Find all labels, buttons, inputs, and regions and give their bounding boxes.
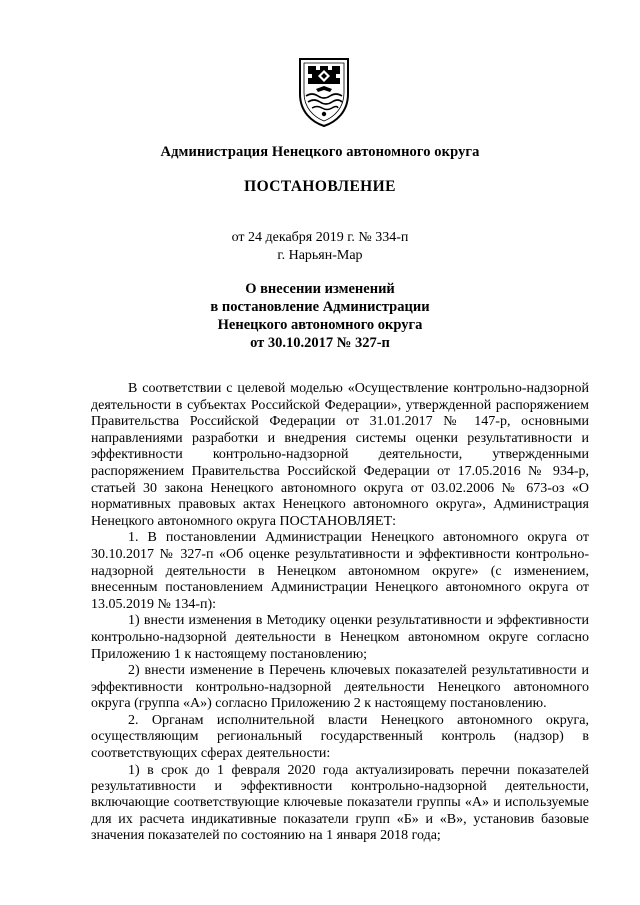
body-paragraph-item-1-1: 1) внести изменения в Методику оценки результативности и эффективности контрольно-надзорной деятельности в Ненецком автономном округе согласно Приложению 1 к настоящему постановлению; bbox=[91, 613, 589, 662]
body-paragraph-item-1-2: 2) внести изменение в Перечень ключевых показателей результативности и эффективности контрольно-надзорной деятельности Ненецкого автономного округа (группа «А») согласно Приложению 2 к настоящему постановлению. bbox=[91, 663, 589, 712]
body-paragraph-item-1: 1. В постановлении Администрации Ненецкого автономного округа от 30.10.2017 № 327-п «Об оценке результативности и эффективности контрольно-надзорной деятельности в Ненецком автономном округе» (с изменением, внесенным постановлением Администрации Ненецкого автономного округа от 13.05.2019 № 134-п): bbox=[91, 530, 589, 612]
nenets-coat-of-arms-icon bbox=[296, 56, 352, 128]
body-paragraph-item-2-1: 1) в срок до 1 февраля 2020 года актуализировать перечни показателей результативности и эффективности контрольно-надзорной деятельности, включающие соответствующие ключевые показатели группы «А» и используемые для их расчета индикативные показатели групп «Б» и «В», установив базовые значения показателей по состоянию на 1 января 2018 года; bbox=[91, 762, 589, 844]
document-body bbox=[91, 381, 589, 845]
body-paragraph-preamble: В соответствии с целевой моделью «Осуществление контрольно-надзорной деятельности в субъектах Российской Федерации», утвержденной распоряжением Правительства Российской Федерации от 31.01.2017 № 147-р, основными направлениями разработки и внедрения системы оценки результативности и эффективности контрольно-надзорной деятельности, утвержденными распоряжением Правительства Российской Федерации от 17.05.2016 № 934-р, статьей 30 закона Ненецкого автономного округа от 03.02.2006 № 673-оз «О нормативных правовых актах Ненецкого автономного округа», Администрация Ненецкого автономного округа ПОСТАНОВЛЯЕТ: bbox=[91, 381, 589, 529]
document-type: ПОСТАНОВЛЕНИЕ bbox=[244, 178, 396, 195]
subject-line: Ненецкого автономного округа bbox=[217, 317, 423, 333]
subject-line: от 30.10.2017 № 327-п bbox=[250, 335, 390, 351]
subject-line: О внесении изменений bbox=[245, 281, 395, 297]
document-city: г. Нарьян-Мар bbox=[277, 248, 363, 263]
subject-line: в постановление Администрации bbox=[210, 299, 430, 315]
document-subject bbox=[0, 280, 640, 352]
document-date-number: от 24 декабря 2019 г. № 334-п bbox=[231, 230, 409, 245]
body-paragraph-item-2: 2. Органам исполнительной власти Ненецкого автономного округа, осуществляющим региональный государственный контроль (надзор) в соответствующих сферах деятельности: bbox=[91, 712, 589, 762]
organization-title: Администрация Ненецкого автономного округа bbox=[160, 144, 480, 160]
